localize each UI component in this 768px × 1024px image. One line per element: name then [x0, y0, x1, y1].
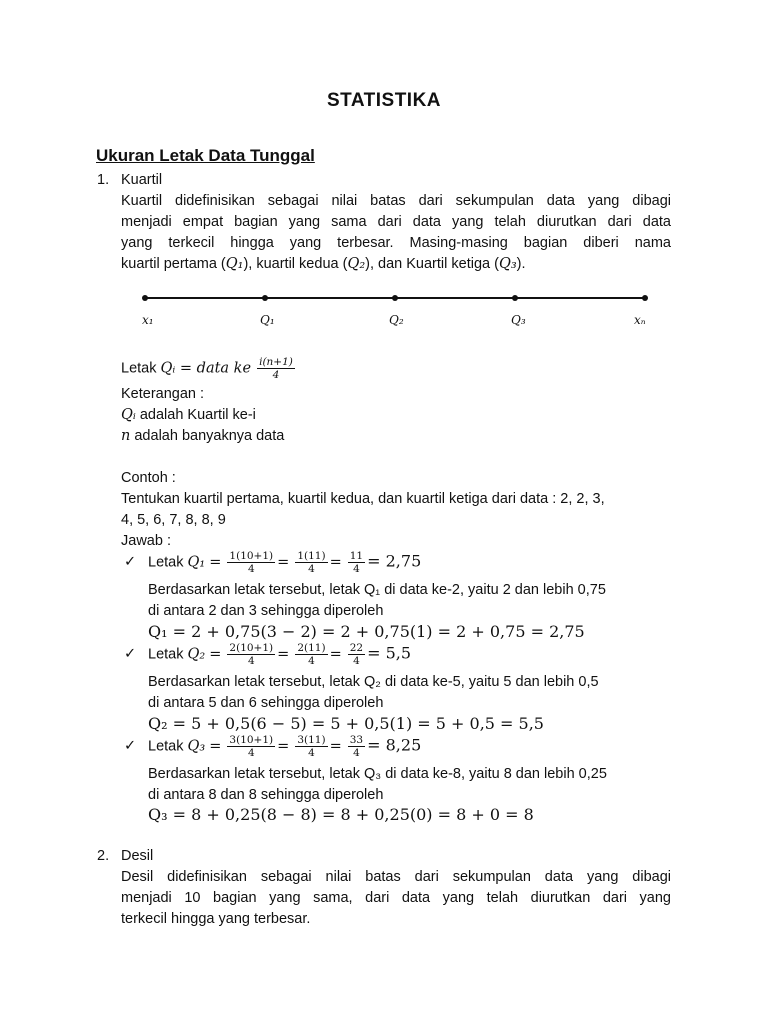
- formula-prefix: Letak: [121, 360, 161, 377]
- symbol: Q₃: [187, 738, 206, 755]
- fraction-denominator: 4: [272, 369, 280, 381]
- number-line-label-q1: Q₁: [260, 313, 275, 327]
- result: = 5,5: [367, 643, 412, 663]
- denominator: 4: [308, 563, 315, 575]
- fraction: [348, 734, 365, 759]
- result: = 2,75: [367, 551, 422, 571]
- fraction: [227, 550, 275, 575]
- number-line-point: [392, 295, 398, 301]
- answer-q2-explain-2: di antara 5 dan 6 sehingga diperoleh: [148, 695, 384, 711]
- numerator: 2(11): [297, 642, 326, 654]
- contoh-question-line-1: Tentukan kuartil pertama, kuartil kedua, dan kuartil ketiga dari data : 2, 2, 3,: [121, 491, 605, 507]
- formula-lhs: Qᵢ = data ke: [160, 360, 252, 377]
- section-2-name: Desil: [121, 848, 154, 864]
- text: adalah banyaknya data: [130, 428, 285, 444]
- formula-fraction: [257, 356, 295, 381]
- fraction: [227, 734, 275, 759]
- check-icon: ✓: [124, 554, 137, 571]
- answer-q3-letak: ✓ Letak Q₃ = $\frac{3(10+1)}{4}$ = $\frac{3(11)}{4}$ = $\frac{33}{4}$ = 8,25: [124, 734, 422, 759]
- text: Letak: [148, 738, 188, 755]
- check-icon: ✓: [124, 646, 137, 663]
- text: ), dan Kuartil ketiga (: [365, 256, 499, 272]
- text: kuartil pertama (: [121, 256, 226, 272]
- answer-q1-explain-2: di antara 2 dan 3 sehingga diperoleh: [148, 603, 384, 619]
- fraction: [295, 550, 327, 575]
- section-heading: Ukuran Letak Data Tunggal: [96, 146, 315, 165]
- text: ), kuartil kedua (: [243, 256, 348, 272]
- definition-line: [121, 254, 671, 275]
- denominator: 4: [353, 563, 360, 575]
- definition-line: menjadi empat bagian yang sama dari data yang telah diurutkan dari data: [121, 214, 671, 230]
- number-line-label-x1: x₁: [142, 313, 154, 327]
- symbol: Qᵢ: [121, 407, 136, 423]
- numerator: 1(11): [297, 550, 326, 562]
- numerator: 1(10+1): [229, 550, 274, 562]
- section-2-number: 2.: [97, 848, 110, 864]
- symbol: n: [121, 428, 131, 444]
- section-1-number: 1.: [97, 172, 110, 188]
- numerator: 2(10+1): [229, 642, 274, 654]
- number-line-point: [642, 295, 648, 301]
- number-line-point: [512, 295, 518, 301]
- denominator: 4: [247, 747, 255, 759]
- quartile-formula: [121, 356, 297, 381]
- quartile-number-line: [130, 288, 660, 332]
- number-line-point: [142, 295, 148, 301]
- fraction: [348, 550, 365, 575]
- jawab-label: Jawab :: [121, 533, 171, 549]
- numerator: 22: [349, 642, 364, 654]
- denominator: 4: [247, 563, 255, 575]
- symbol: Q₁: [187, 554, 206, 571]
- fraction: [295, 642, 327, 667]
- answer-q1-letak: ✓ Letak Q₁ = $\frac{1(10+1)}{4}$ = $\frac{1(11)}{4}$ = $\frac{11}{4}$ = 2,75: [124, 550, 422, 575]
- answer-q2-calculation: Q₂ = 5 + 0,5(6 − 5) = 5 + 0,5(1) = 5 + 0,5 = 5,5: [148, 714, 544, 733]
- definition-line: terkecil hingga yang terbesar.: [121, 911, 311, 927]
- fraction: [295, 734, 327, 759]
- numerator: 11: [349, 550, 364, 562]
- check-icon: ✓: [124, 738, 137, 755]
- fraction: [348, 642, 365, 667]
- denominator: 4: [247, 655, 255, 667]
- numerator: 3(10+1): [229, 734, 274, 746]
- text: Letak: [148, 646, 188, 663]
- answer-q3-calculation: Q₃ = 8 + 0,25(8 − 8) = 8 + 0,25(0) = 8 + 0 = 8: [148, 805, 534, 824]
- q1-symbol: Q₁: [225, 256, 244, 272]
- answer-q2-explain-1: Berdasarkan letak tersebut, letak Q₂ di data ke-5, yaitu 5 dan lebih 0,5: [148, 674, 599, 690]
- section-1-name: Kuartil: [121, 172, 163, 188]
- keterangan-title: Keterangan :: [121, 386, 205, 402]
- answer-q2-letak: ✓ Letak Q₂ = $\frac{2(10+1)}{4}$ = $\frac{2(11)}{4}$ = $\frac{22}{4}$ = 5,5: [124, 642, 412, 667]
- number-line-label-xn: xₙ: [634, 313, 646, 327]
- numerator: 33: [349, 734, 364, 746]
- denominator: 4: [308, 655, 315, 667]
- section-2-definition: [121, 867, 671, 930]
- q3-symbol: Q₃: [498, 256, 517, 272]
- denominator: 4: [308, 747, 315, 759]
- answer-q3-explain-1: Berdasarkan letak tersebut, letak Q₃ di data ke-8, yaitu 8 dan lebih 0,25: [148, 766, 607, 782]
- definition-line: Kuartil didefinisikan sebagai nilai batas dari sekumpulan data yang dibagi: [121, 193, 671, 209]
- answer-q1-calculation: Q₁ = 2 + 0,75(3 − 2) = 2 + 0,75(1) = 2 + 0,75 = 2,75: [148, 622, 585, 641]
- page-title: STATISTIKA: [326, 90, 442, 111]
- denominator: 4: [353, 747, 360, 759]
- answer-q1-explain-1: Berdasarkan letak tersebut, letak Q₁ di data ke-2, yaitu 2 dan lebih 0,75: [148, 582, 606, 598]
- text: ).: [516, 256, 526, 272]
- symbol: Q₂: [187, 646, 206, 663]
- keterangan-line-2: [121, 426, 284, 447]
- result: = 8,25: [367, 735, 422, 755]
- number-line-label-q3: Q₃: [511, 313, 526, 327]
- keterangan-line-1: [121, 405, 256, 426]
- text: Letak: [148, 554, 188, 571]
- section-1-definition: [121, 191, 671, 275]
- answer-q3-explain-2: di antara 8 dan 8 sehingga diperoleh: [148, 787, 384, 803]
- number-line-point: [262, 295, 268, 301]
- fraction-numerator: i(n+1): [259, 356, 293, 368]
- q2-symbol: Q₂: [347, 256, 366, 272]
- number-line-label-q2: Q₂: [389, 313, 404, 327]
- contoh-question-line-2: 4, 5, 6, 7, 8, 8, 9: [121, 512, 226, 528]
- numerator: 3(11): [297, 734, 326, 746]
- fraction: [227, 642, 275, 667]
- text: adalah Kuartil ke-i: [135, 407, 256, 423]
- denominator: 4: [353, 655, 360, 667]
- definition-line: menjadi 10 bagian yang sama, dari data yang telah diurutkan dari yang: [121, 890, 671, 906]
- definition-line: yang terkecil hingga yang terbesar. Masing-masing bagian diberi nama: [121, 235, 671, 251]
- definition-line: Desil didefinisikan sebagai nilai batas dari sekumpulan data yang dibagi: [121, 869, 671, 885]
- contoh-title: Contoh :: [121, 470, 176, 486]
